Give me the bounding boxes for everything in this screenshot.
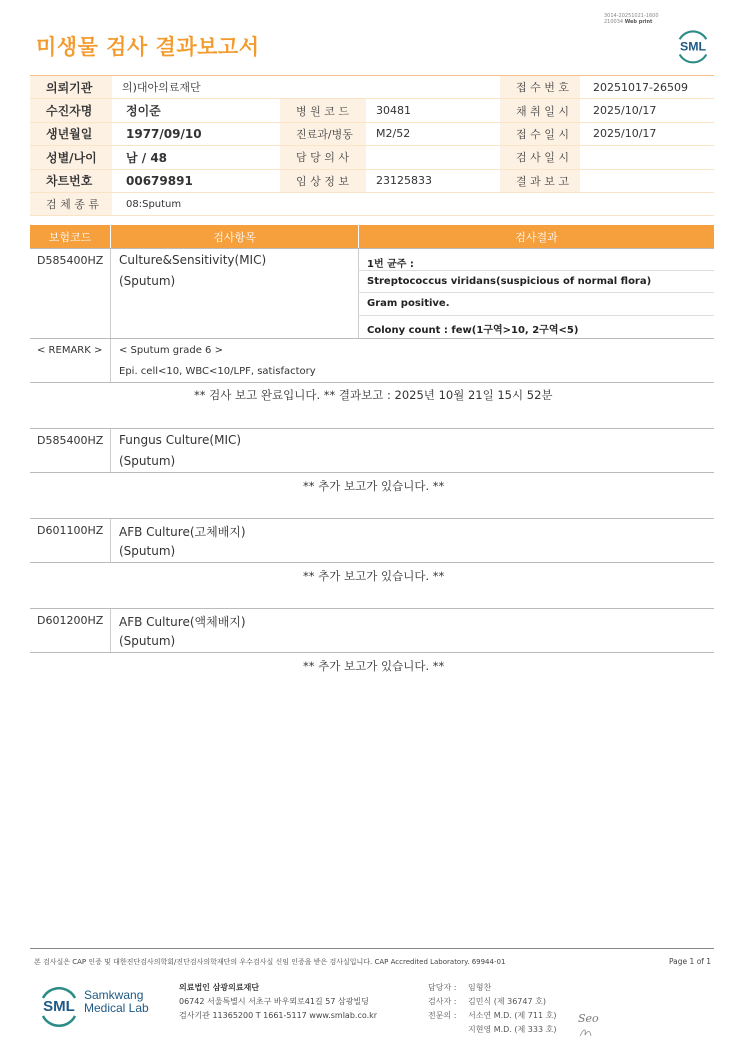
logo-text: SML (679, 39, 707, 54)
result-divider (358, 292, 714, 293)
test-code: D601100HZ (37, 524, 104, 537)
column-divider (110, 249, 111, 382)
label-test-date: 검 사 일 시 (500, 146, 580, 168)
value-requesting-org: 의)대아의료재단 (122, 81, 201, 95)
column-divider (110, 609, 111, 652)
staff-row (428, 995, 556, 1009)
signature-text: Seo (578, 1012, 599, 1025)
staff-row (428, 1023, 556, 1037)
results-header (30, 225, 714, 248)
value-physician (366, 146, 496, 168)
result-divider (358, 270, 714, 271)
institution-info (179, 981, 377, 1023)
label-requesting-org: 의뢰기관 (30, 76, 112, 98)
test-name: Fungus Culture(MIC) (119, 433, 242, 447)
label-birth-date: 생년월일 (30, 123, 112, 145)
column-divider (110, 429, 111, 472)
test-block-culture-sensitivity (30, 248, 714, 383)
brand-line1: Samkwang (84, 988, 144, 1002)
staff-list (428, 981, 556, 1037)
test-specimen: (Sputum) (119, 274, 176, 288)
value-result-report (583, 170, 713, 192)
value-clinical-info: 23125833 (376, 174, 432, 188)
value-sex-age: 남 / 48 (126, 150, 168, 165)
institution-contact: 검사기관 11365200 T 1661-5117 www.smlab.co.kr (179, 1011, 378, 1020)
result-line: Streptococcus viridans(suspicious of normal flora) (367, 276, 652, 287)
label-collection-date: 채 취 일 시 (500, 99, 580, 121)
info-row (30, 99, 714, 122)
label-sex-age: 성별/나이 (30, 146, 112, 168)
test-block-afb-solid (30, 518, 714, 563)
label-clinical-info: 임 상 정 보 (280, 170, 366, 192)
header-test-item: 검사항목 (213, 230, 256, 244)
value-received-date: 2025/10/17 (593, 127, 657, 141)
label-result-report: 결 과 보 고 (500, 170, 580, 192)
info-row (30, 146, 714, 169)
label-specimen-type: 검 체 종 류 (30, 193, 112, 215)
test-code: D585400HZ (37, 254, 104, 267)
value-collection-date: 2025/10/17 (593, 104, 657, 118)
footer-divider (30, 948, 714, 949)
test-code: D601200HZ (37, 614, 104, 627)
staff-name: 서소연 M.D. (제 711 호) (468, 1011, 557, 1020)
info-row (30, 123, 714, 146)
value-patient-name: 정이준 (126, 104, 161, 119)
test-name: AFB Culture(액체배지) (119, 615, 246, 629)
result-line: Colony count : few(1구역>10, 2구역<5) (367, 325, 579, 336)
value-hospital-code: 30481 (376, 104, 411, 118)
label-physician: 담 당 의 사 (280, 146, 366, 168)
staff-name: 임형찬 (468, 983, 492, 992)
header-insurance-code: 보험코드 (48, 230, 92, 244)
header-test-result: 검사결과 (515, 230, 558, 244)
test-specimen: (Sputum) (119, 634, 176, 648)
report-status-note: ** 추가 보고가 있습니다. ** (303, 659, 445, 673)
print-code-line1: 3014-20251021-1600 (604, 13, 659, 19)
signature-image (576, 1008, 616, 1040)
print-code-prefix: 210034 (604, 19, 624, 25)
institution-name: 의료법인 삼광의료재단 (179, 983, 260, 992)
remark-line: Epi. cell<10, WBC<10/LPF, satisfactory (119, 366, 316, 377)
test-code: D585400HZ (37, 434, 104, 447)
label-department: 진료과/병동 (280, 123, 366, 145)
staff-row (428, 1009, 556, 1023)
info-row (30, 193, 714, 216)
label-chart-no: 차트번호 (30, 170, 112, 192)
accreditation-notice: 본 검사실은 CAP 인증 및 대한진단검사의학회/진단검사의학재단의 우수검사실 신임 인증을 받은 검사실입니다. CAP Accredited Laboratory. 69944-01 (34, 958, 506, 966)
sml-logo-icon (674, 26, 712, 64)
value-accession-no: 20251017-26509 (593, 80, 688, 94)
test-name: AFB Culture(고체배지) (119, 525, 246, 539)
test-block-fungus-culture (30, 428, 714, 473)
report-status-note: ** 검사 보고 완료입니다. ** 결과보고 : 2025년 10월 21일 15시 52분 (194, 388, 553, 402)
column-divider (110, 519, 111, 562)
label-accession-no: 접 수 번 호 (500, 76, 580, 98)
brand-name (84, 989, 149, 1015)
print-code (604, 13, 659, 25)
remark-label: < REMARK > (37, 345, 103, 356)
staff-role: 담당자 : (428, 983, 457, 992)
brand-line2: Medical Lab (84, 1001, 149, 1015)
test-specimen: (Sputum) (119, 454, 176, 468)
test-block-afb-liquid (30, 608, 714, 653)
result-divider (358, 315, 714, 316)
info-row (30, 170, 714, 193)
logo-text: SML (43, 998, 75, 1015)
test-specimen: (Sputum) (119, 544, 176, 558)
staff-name: 김민식 (제 36747 호) (468, 997, 546, 1006)
label-received-date: 접 수 일 시 (500, 123, 580, 145)
staff-role (428, 1023, 468, 1037)
staff-role: 검사자 : (428, 997, 457, 1006)
sml-logo-icon (36, 982, 82, 1028)
report-status-note: ** 추가 보고가 있습니다. ** (303, 479, 445, 493)
result-line: 1번 균주 : (367, 259, 414, 270)
page-title: 미생물 검사 결과보고서 (36, 35, 260, 59)
column-divider (358, 249, 359, 338)
value-test-date (583, 146, 713, 168)
label-patient-name: 수진자명 (30, 99, 112, 121)
staff-name: 지현영 M.D. (제 333 호) (468, 1025, 557, 1034)
value-department: M2/52 (376, 127, 411, 141)
staff-row (428, 981, 556, 995)
value-birth-date: 1977/09/10 (126, 126, 202, 141)
value-specimen-type: 08:Sputum (126, 198, 182, 210)
test-name: Culture&Sensitivity(MIC) (119, 253, 267, 267)
report-status-note: ** 추가 보고가 있습니다. ** (303, 569, 445, 583)
institution-address: 06742 서울특별시 서초구 바우뫼로41길 57 삼광빌딩 (179, 997, 369, 1006)
staff-role: 전문의 : (428, 1011, 457, 1020)
remark-divider (30, 338, 714, 339)
result-line: Gram positive. (367, 298, 450, 309)
print-code-web-print: Web print (624, 19, 653, 25)
label-hospital-code: 병 원 코 드 (280, 99, 366, 121)
info-row (30, 76, 714, 99)
page-number: Page 1 of 1 (669, 957, 712, 966)
value-chart-no: 00679891 (126, 173, 193, 188)
patient-info-table (30, 75, 714, 216)
remark-line: < Sputum grade 6 > (119, 345, 223, 356)
